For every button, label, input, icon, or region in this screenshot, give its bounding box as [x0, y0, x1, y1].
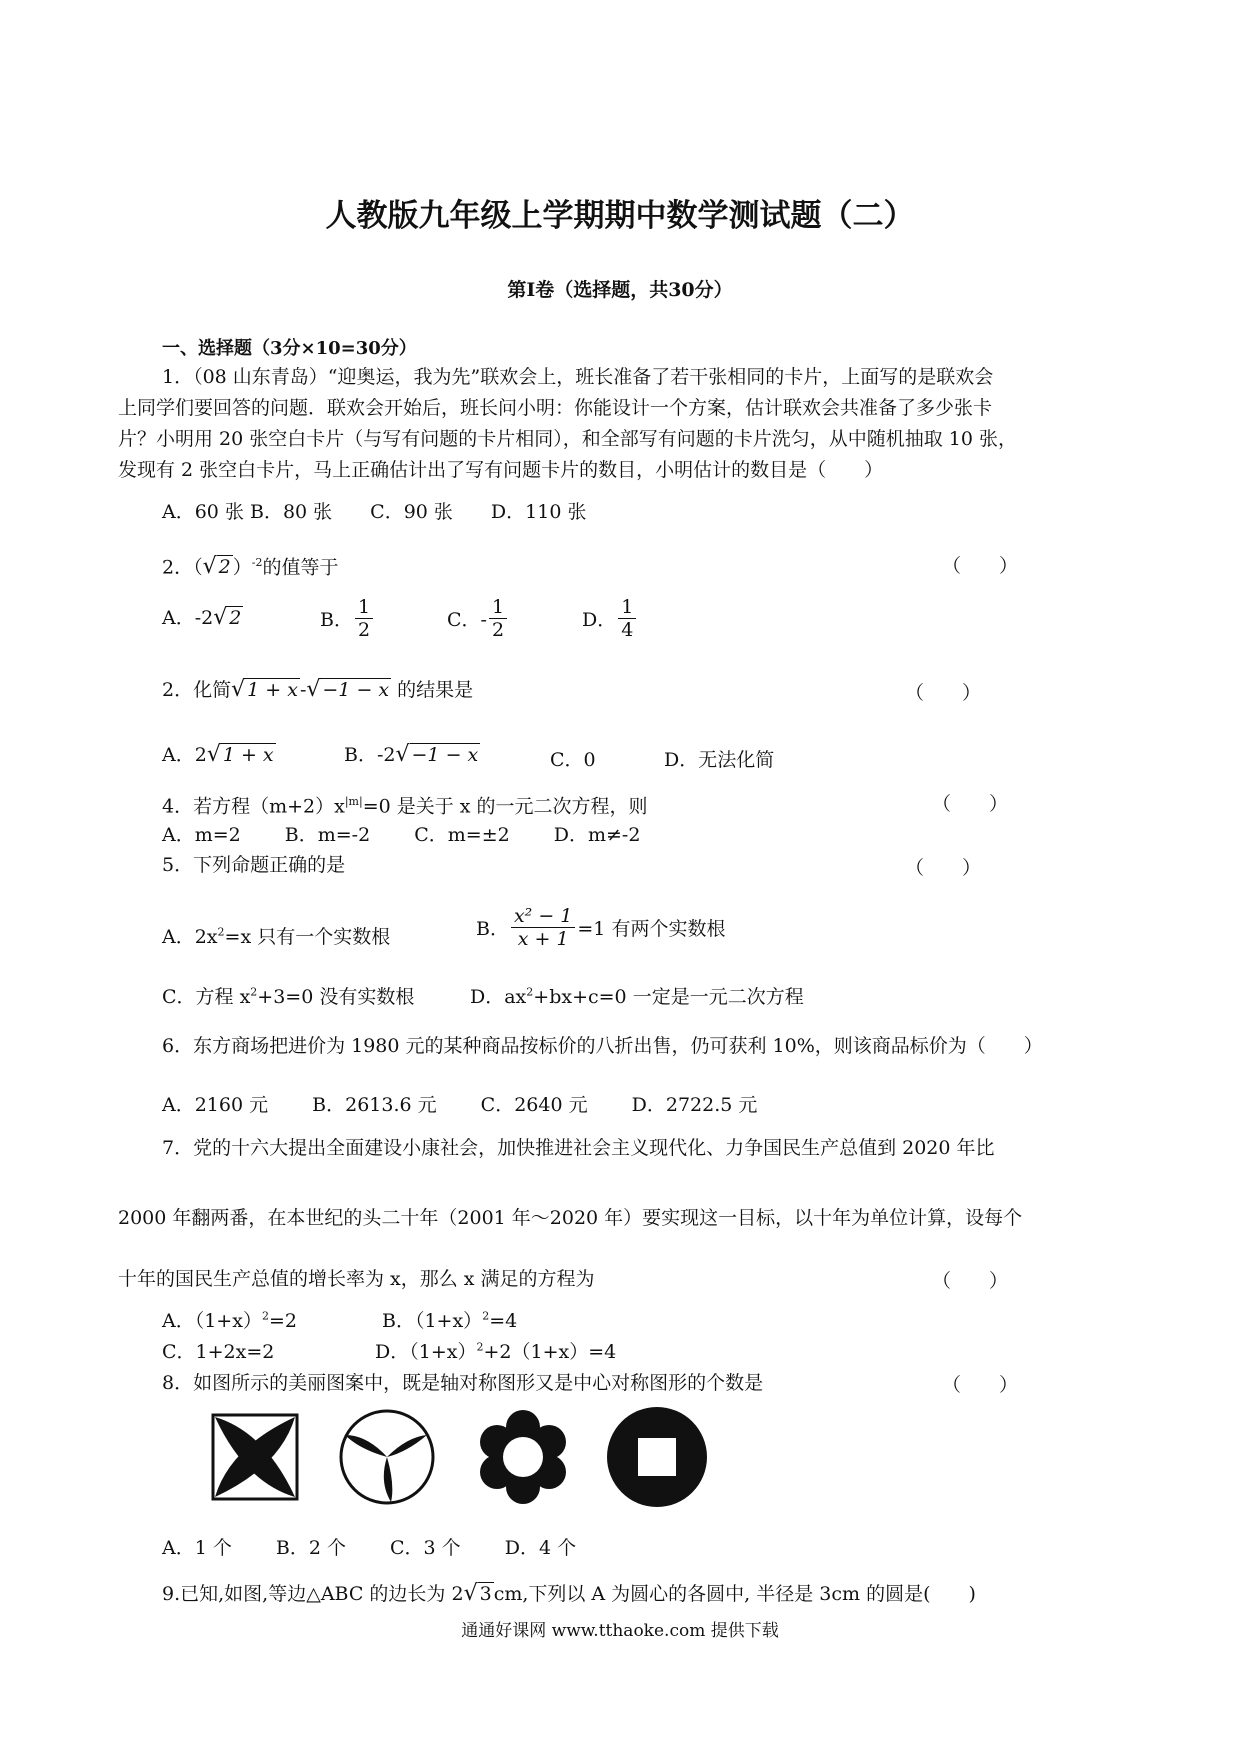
q4-answer-paren: （ ）: [932, 793, 1009, 815]
q1-options: A．60 张 B．80 张 C．90 张 D．110 张: [162, 501, 587, 523]
q7-option-d: D．$(1+x)^2+2(1+x)=4$: [375, 1340, 617, 1363]
q8-answer-paren: （ ）: [942, 1374, 1019, 1396]
q3-option-c: C．0: [550, 749, 596, 771]
pattern-coin-figure: [607, 1407, 707, 1507]
q2-radical: √ 2: [202, 554, 231, 580]
q4-stem: 4．若方程$(m+2)x^{|m|}=0$ 是关于 x 的一元二次方程，则: [162, 795, 648, 818]
q7-line2: 2000 年翻两番，在本世纪的头二十年（2001 年～2020 年）要实现这一目标，以十年为单位计算，设每个: [118, 1207, 1023, 1229]
q7-answer-paren: （ ）: [932, 1270, 1009, 1292]
q2-option-a: A．-2√ 2: [162, 605, 242, 630]
pattern-flower-figure: [480, 1410, 566, 1504]
q3-answer-paren: （ ）: [905, 682, 982, 704]
page-footer: 通通好课网 www.tthaoke.com 提供下载: [461, 1621, 779, 1641]
section-heading: 一、选择题（3分×10=30分）: [162, 338, 417, 359]
q8-pattern-figures: [205, 1407, 725, 1527]
q1-line2: 上同学们要回答的问题．联欢会开始后，班长问小明：你能设计一个方案，估计联欢会共准备了多少张卡: [118, 397, 993, 419]
q5-option-d: D．$ax^2+bx+c=0$ 一定是一元二次方程: [470, 985, 804, 1008]
q5-answer-paren: （ ）: [905, 857, 982, 879]
q2-option-c: C．- $\frac{1}{2}$: [447, 596, 509, 641]
q3-stem: 2．化简√ 1 + x -√ −1 − x 的结果是: [162, 677, 474, 702]
page-title: 人教版九年级上学期期中数学测试题（二）: [325, 198, 915, 234]
q9-stem: 9.已知,如图,等边△ABC 的边长为 2√ 3 cm,下列以 A 为圆心的各圆中, 半径是 3cm 的圆是( ): [162, 1581, 976, 1606]
q2-option-b: B． $\frac{1}{2}$: [320, 596, 375, 641]
q5-option-b: B． $\frac{\text{x² − 1}}{x + 1}$ =1 有两个实数根: [476, 905, 726, 950]
q6-options: A．2160 元 B．2613.6 元 C．2640 元 D．2722.5 元: [162, 1094, 758, 1116]
q2-option-d: D． $\frac{1}{4}$: [582, 596, 638, 641]
q2-answer-paren: （ ）: [942, 555, 1019, 577]
q2-stem: 2．（√ 2 ）$^{-2}$的值等于: [162, 548, 338, 582]
q5-stem: 5．下列命题正确的是: [162, 854, 346, 876]
q7-option-a: A．$(1+x)^2=2$: [162, 1309, 297, 1332]
q7-option-c: C．1+2x=2: [162, 1341, 275, 1363]
section-subtitle: 第Ⅰ卷（选择题，共30分）: [507, 279, 733, 301]
q3-option-b: B．-2√ −1 − x: [344, 742, 479, 767]
q5-option-a: A．$2x^2=x$ 只有一个实数根: [162, 925, 391, 948]
q1-line3: 片？小明用 20 张空白卡片（与写有问题的卡片相同），和全部写有问题的卡片洗匀，从中随机抽取 10 张，: [118, 428, 1018, 450]
q8-stem: 8．如图所示的美丽图案中，既是轴对称图形又是中心对称图形的个数是: [162, 1372, 764, 1394]
q7-line3: 十年的国民生产总值的增长率为 x，那么 x 满足的方程为: [118, 1268, 595, 1290]
pattern-circle-blades-figure: [341, 1411, 433, 1503]
pattern-square-x-figure: [213, 1415, 297, 1499]
q1-line4: 发现有 2 张空白卡片，马上正确估计出了写有问题卡片的数目，小明估计的数目是（ ）: [118, 459, 884, 481]
q6-stem: 6．东方商场把进价为 1980 元的某种商品按标价的八折出售，仍可获利 10%，则该商品标价为（ ）: [162, 1035, 1043, 1057]
q4-options: A．m=2 B．m=-2 C．m=±2 D．m≠-2: [162, 824, 641, 846]
q7-line1: 7．党的十六大提出全面建设小康社会，加快推进社会主义现代化、力争国民生产总值到 2020 年比: [162, 1137, 995, 1159]
q5-option-c: C．方程 $x^2+3=0$ 没有实数根: [162, 985, 415, 1008]
q3-option-d: D．无法化简: [664, 749, 775, 771]
q3-option-a: A．2√ 1 + x: [162, 742, 274, 767]
q1-line1: 1．（08 山东青岛）“迎奥运，我为先”联欢会上，班长准备了若干张相同的卡片，上面写的是联欢会: [162, 366, 994, 388]
q8-options: A．1 个 B．2 个 C．3 个 D．4 个: [162, 1537, 577, 1559]
q7-option-b: B．$(1+x)^2=4$: [382, 1309, 518, 1332]
